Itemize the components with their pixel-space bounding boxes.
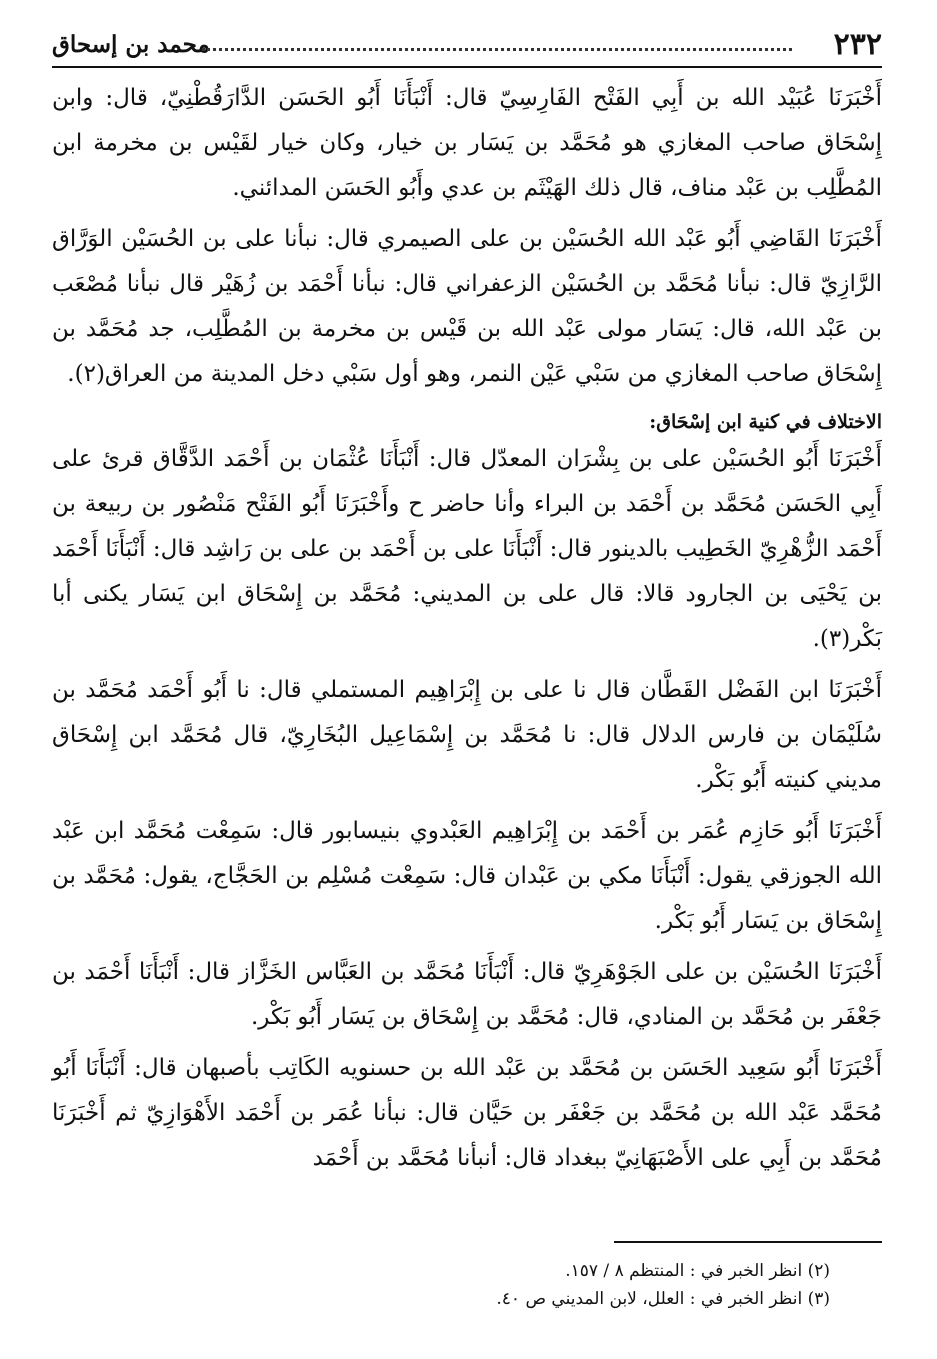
paragraph: أَخْبَرَنَا أَبُو سَعِيد الحَسَن بن مُحَمَّد بن عَبْد الله بن حسنويه الكَاتِب بأصبهان قال: أَنْبَأَنَا أَبُو مُحَمَّد عَبْد الله بن مُحَمَّد بن جَعْفَر بن حَيَّان قال: نبأنا عُمَر بن أَحْمَد الأَهْوَازِيّ ثم أَخْبَرَنَا مُحَمَّد بن أَبِي على الأَصْبَهَانِيّ ببغداد قال: أنبأنا مُحَمَّد بن أَحْمَد	[52, 1055, 882, 1171]
section-heading: الاختلاف في كنية ابن إسْحَاق:	[649, 411, 882, 433]
page-number: ٢٣٢	[833, 26, 882, 62]
paragraph: أَخْبَرَنَا عُبَيْد الله بن أَبِي الفَتْح الفَارِسِيّ قال: أَنْبَأَنَا أَبُو الحَسَن الدَّارَقُطْنِيّ، قال: وابن إِسْحَاق صاحب المغازي هو مُحَمَّد بن يَسَار بن خيار، وكان خيار لقَيْس بن مخرمة ابن المُطَّلِب بن عَبْد مناف، قال ذلك الهَيْثَم بن عدي وأَبُو الحَسَن المدائني.	[52, 85, 882, 201]
footnote-separator-wrap	[52, 1197, 882, 1243]
footnote: (٢) انظر الخبر في : المنتظم ٨ / ١٥٧.	[565, 1261, 830, 1281]
page-header	[52, 22, 882, 68]
paragraph: أَخْبَرَنَا ابن الفَضْل القَطَّان قال نا على بن إِبْرَاهِيم المستملي قال: نا أَبُو أَحْمَد مُحَمَّد بن سُلَيْمَان بن فارس الدلال قال: نا مُحَمَّد بن إِسْمَاعِيل البُخَارِيّ، قال مُحَمَّد ابن إِسْحَاق مديني كنيته أَبُو بَكْر.	[52, 677, 882, 793]
footnote-separator	[614, 1241, 882, 1243]
paragraph: أَخْبَرَنَا أَبُو الحُسَيْن على بن بِشْرَان المعدّل قال: أَنْبَأَنَا عُثْمَان بن أَحْمَد الدَّقَّاق قرئ على أَبِي الحَسَن مُحَمَّد بن أَحْمَد بن البراء وأنا حاضر ح وأَخْبَرَنَا أَبُو الفَتْح مَنْصُور بن ربيعة بن أَحْمَد الزُّهْرِيّ الخَطِيب بالدينور قال: أَنْبَأَنَا على بن أَحْمَد بن على بن رَاشِد قال: أَنْبَأَنَا أَحْمَد بن يَحْيَى بن الجارود قالا: قال على بن المديني: مُحَمَّد بن إِسْحَاق ابن يَسَار يكنى أبا بَكْر(٣).	[52, 446, 882, 652]
paragraph: أَخْبَرَنَا القَاضِي أَبُو عَبْد الله الحُسَيْن بن على الصيمري قال: نبأنا على بن الحُسَيْن الوَرَّاق الرَّازِيّ قال: نبأنا مُحَمَّد بن الحُسَيْن الزعفراني قال: نبأنا أَحْمَد بن زُهَيْر قال نبأنا مُصْعَب بن عَبْد الله، قال: يَسَار مولى عَبْد الله بن قَيْس بن مخرمة بن المُطَّلِب، جد مُحَمَّد بن إِسْحَاق صاحب المغازي من سَبْي عَيْن النمر، وهو أول سَبْي دخل المدينة من العراق(٢).	[52, 226, 882, 387]
book-page	[52, 22, 882, 1342]
header-dotted-leader	[202, 48, 792, 51]
footnotes	[52, 1257, 882, 1313]
paragraph: أَخْبَرَنَا الحُسَيْن بن على الجَوْهَرِيّ قال: أَنْبَأَنَا مُحَمَّد بن العَبَّاس الخَزَّاز قال: أَنْبَأَنَا أَحْمَد بن جَعْفَر بن مُحَمَّد بن المنادي، قال: مُحَمَّد بن إِسْحَاق بن يَسَار أَبُو بَكْر.	[52, 959, 882, 1030]
running-title: محمد بن إسحاق	[52, 30, 210, 58]
footnote: (٣) انظر الخبر في : العلل، لابن المديني ص ٤٠.	[496, 1289, 830, 1309]
page-body	[52, 76, 882, 1181]
paragraph: أَخْبَرَنَا أَبُو حَازِم عُمَر بن أَحْمَد بن إِبْرَاهِيم العَبْدوي بنيسابور قال: سَمِعْت مُحَمَّد ابن عَبْد الله الجوزقي يقول: أَنْبَأَنَا مكي بن عَبْدان قال: سَمِعْت مُسْلِم بن الحَجَّاج، يقول: مُحَمَّد بن إِسْحَاق بن يَسَار أَبُو بَكْر.	[52, 818, 882, 934]
